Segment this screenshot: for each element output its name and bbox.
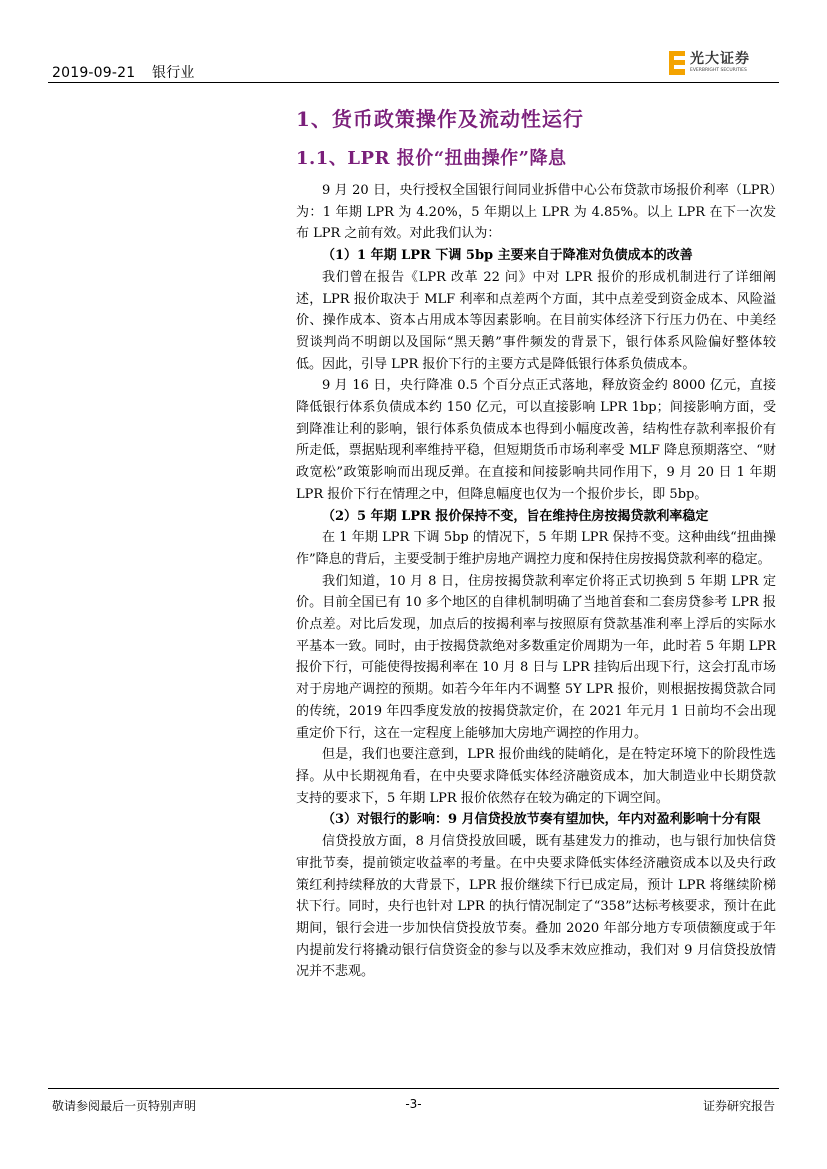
logo-mark-icon [669,51,685,75]
company-logo [669,49,779,77]
footer-divider [48,1088,779,1089]
paragraph: 信贷投放方面，8 月信贷投放回暖，既有基建发力的推动，也与银行加快信贷审批节奏，提前锁定收益率的考量。在中央要求降低实体经济融资成本以及央行政策红利持续释放的大背景下，LPR 报价继续下行已成定局，预计 LPR 将继续阶梯状下行。同时，央行也针对 LPR 的执行情况制定了“358”达标考核要求，预计在此期间，银行会进一步加快信贷投放节奏。叠加 2020 年部分地方专项债额度或于年内提前发行将撬动银行信贷资金的参与以及季末效应推动，我们对 9 月信贷投放情况并不悲观。 [296,834,776,980]
page-number: -3- [405,1097,422,1111]
industry-label: 银行业 [152,65,195,81]
paragraph-intro: 9 月 20 日，央行授权全国银行间同业拆借中心公布贷款市场报价利率（LPR）为：1 年期 LPR 为 4.20%，5 年期以上 LPR 为 4.85%。以上 LPR 在下一次发布 LPR 之前有效。对此我们认为： [296,183,776,242]
point-1-heading: （1）1 年期 LPR 下调 5bp 主要来自于降准对负债成本的改善 [322,248,693,264]
paragraph: 我们曾在报告《LPR 改革 22 问》中对 LPR 报价的形成机制进行了详细阐述，LPR 报价取决于 MLF 利率和点差两个方面，其中点差受到资金成本、风险溢价、操作成本、资本占用成本等因素影响。在目前实体经济下行压力仍在、中美经贸谈判尚不明朗以及国际“黑天鹅”事件频发的背景下，银行体系风险偏好整体较低。因此，引导 LPR 报价下行的主要方式是降低银行体系负债成本。 [296,269,776,372]
point-3-heading: （3）对银行的影响：9 月信贷投放节奏有望加快，年内对盈利影响十分有限 [322,812,761,828]
paragraph: 在 1 年期 LPR 下调 5bp 的情况下，5 年期 LPR 保持不变。这种曲线“扭曲操作”降息的背后，主要受制于维护房地产调控力度和保持住房按揭贷款利率的稳定。 [296,530,776,567]
section-heading: 1、货币政策操作及流动性运行 [296,107,584,131]
report-body [296,180,776,983]
report-date: 2019-09-21 [52,65,136,81]
report-type: 证券研究报告 [702,1099,775,1113]
paragraph: 但是，我们也要注意到，LPR 报价曲线的陡峭化，是在特定环境下的阶段性选择。从中长期视角看，在中央要求降低实体经济融资成本，加大制造业中长期贷款支持的要求下，5 年期 LPR 报价依然存在较为确定的下调空间。 [296,747,776,806]
subsection-heading: 1.1、LPR 报价“扭曲操作”降息 [296,148,567,169]
disclaimer-note: 敬请参阅最后一页特别声明 [52,1099,197,1113]
logo-text-en: EVERBRIGHT SECURITIES [690,68,747,74]
page-header-left [52,62,195,82]
paragraph: 我们知道，10 月 8 日，住房按揭贷款利率定价将正式切换到 5 年期 LPR 定价。目前全国已有 10 多个地区的自律机制明确了当地首套和二套房贷参考 LPR 报价点差。对比后发现，加点后的按揭利率与按照原有贷款基准利率上浮后的实际水平基本一致。同时，由于按揭贷款绝对多数重定价周期为一年，此时若 5 年期 LPR 报价下行，可能使得按揭利率在 10 月 8 日与 LPR 挂钩后出现下行，这会打乱市场对于房地产调控的预期。如若今年年内不调整 5Y LPR 报价，则根据按揭贷款合同的传统，2019 年四季度发放的按揭贷款定价，在 2021 年元月 1 日前均不会出现重定价下行，这在一定程度上能够加大房地产调控的作用力。 [296,573,776,741]
header-divider [48,82,779,83]
paragraph: 9 月 16 日，央行降准 0.5 个百分点正式落地，释放资金约 8000 亿元，直接降低银行体系负债成本约 150 亿元，可以直接影响 LPR 1bp；间接影响方面，受到降准让利的影响，银行体系负债成本也得到小幅度改善，结构性存款利率报价有所走低，票据贴现利率维持平稳，但短期货币市场利率受 MLF 降息预期落空、“财政宽松”政策影响而出现反弹。在直接和间接影响共同作用下，9 月 20 日 1 年期 LPR 报价下行在情理之中，但降息幅度也仅为一个报价步长，即 5bp。 [296,378,776,502]
point-2-heading: （2）5 年期 LPR 报价保持不变，旨在维持住房按揭贷款利率稳定 [322,508,709,524]
logo-text-cn: 光大证券 [690,51,750,68]
